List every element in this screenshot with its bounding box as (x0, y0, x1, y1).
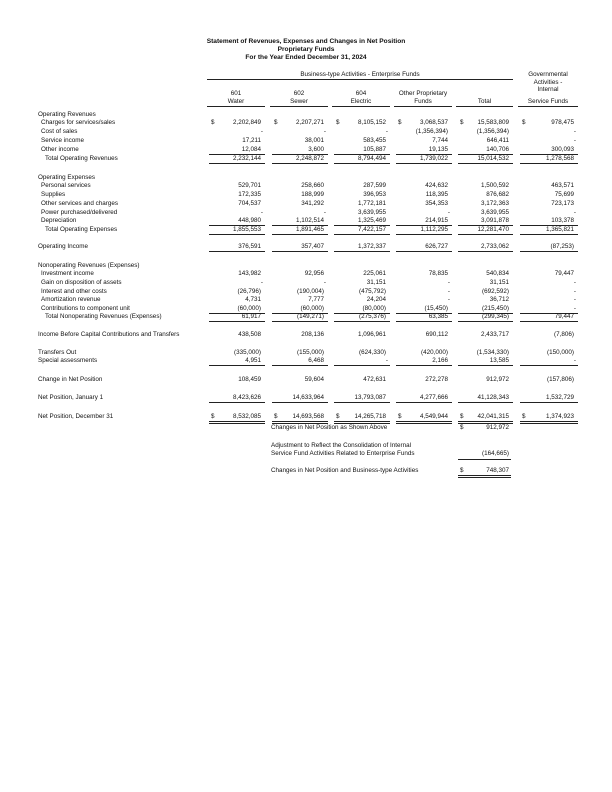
row-value: 354,353 (425, 200, 448, 207)
row-value: (1,356,394) (415, 128, 448, 135)
underline (396, 321, 452, 322)
row-value: 118,395 (425, 191, 448, 198)
dollar-sign: $ (522, 413, 526, 420)
row-label: Supplies (41, 191, 66, 198)
row-value: 463,571 (551, 182, 574, 189)
row-value: 3,600 (308, 146, 324, 153)
row-value: 272,278 (425, 376, 448, 383)
row-value: 14,693,568 (292, 413, 324, 420)
col-other-proprietary-line1: Other Proprietary (398, 90, 448, 97)
col-sewer-name: Sewer (270, 98, 328, 107)
recon-adjustment-value: (164,665) (482, 450, 509, 457)
row-value: (475,792) (359, 288, 386, 295)
row-value: (335,000) (234, 349, 261, 356)
row-value: 1,855,553 (232, 226, 261, 233)
row-label: Operating Expenses (38, 174, 96, 181)
underline (209, 163, 265, 164)
dollar-sign: $ (460, 413, 464, 420)
row-value: 75,699 (554, 191, 574, 198)
row-value: (1,356,394) (476, 128, 509, 135)
row-value: - (573, 209, 576, 216)
row-value: 2,207,271 (295, 119, 324, 126)
dollar-sign: $ (398, 119, 402, 126)
row-label: Change in Net Position (38, 376, 103, 383)
row-value: 8,532,085 (232, 413, 261, 420)
double-underline (520, 421, 578, 424)
double-underline (209, 421, 265, 424)
row-value: 7,422,157 (357, 226, 386, 233)
row-value: 12,281,470 (477, 226, 509, 233)
row-value: (149,271) (297, 313, 324, 320)
underline (458, 365, 513, 366)
row-value: 876,682 (486, 191, 509, 198)
row-value: 3,639,955 (357, 209, 386, 216)
row-value: - (447, 279, 450, 286)
row-value: 31,151 (489, 279, 509, 286)
underline (334, 234, 390, 235)
dollar-sign: $ (211, 413, 215, 420)
row-value: 2,248,872 (295, 155, 324, 162)
underline (209, 251, 265, 252)
row-value: 42,041,315 (477, 413, 509, 420)
underline (458, 402, 513, 403)
row-value: 7,744 (432, 137, 448, 144)
row-value: 1,891,465 (295, 226, 324, 233)
row-value: 59,604 (304, 376, 324, 383)
row-value: 2,733,062 (480, 243, 509, 250)
dollar-sign: $ (398, 413, 402, 420)
row-label: Other income (41, 146, 79, 153)
row-value: - (573, 128, 576, 135)
row-value: 8,794,494 (357, 155, 386, 162)
statement-period: For the Year Ended December 31, 2024 (245, 54, 367, 61)
underline (458, 251, 513, 252)
recon-total-label: Changes in Net Position and Business-type Activities (271, 467, 419, 474)
row-value: (692,592) (482, 288, 509, 295)
row-value: 376,591 (238, 243, 261, 250)
row-value: (87,253) (550, 243, 574, 250)
row-value: (215,450) (482, 305, 509, 312)
row-label: Nonoperating Revenues (Expenses) (38, 262, 140, 269)
row-value: - (323, 128, 326, 135)
row-value: 1,278,568 (545, 155, 574, 162)
row-value: 92,956 (304, 270, 324, 277)
row-value: - (447, 209, 450, 216)
row-value: 31,151 (366, 279, 386, 286)
recon-change-label: Changes in Net Position as Shown Above (271, 424, 388, 431)
row-value: 4,731 (245, 296, 261, 303)
row-value: 172,335 (238, 191, 261, 198)
row-label: Charges for services/sales (41, 119, 116, 126)
recon-dollar-1: $ (460, 424, 464, 431)
row-value: - (573, 357, 576, 364)
row-value: 1,102,514 (295, 217, 324, 224)
row-value: 7,777 (308, 296, 324, 303)
row-label: Total Nonoperating Revenues (Expenses) (45, 313, 162, 320)
row-value: 2,232,144 (232, 155, 261, 162)
dollar-sign: $ (336, 413, 340, 420)
row-value: 723,173 (551, 200, 574, 207)
row-value: (150,000) (547, 349, 574, 356)
row-value: 1,372,337 (357, 243, 386, 250)
row-label: Service income (41, 137, 85, 144)
row-label: Gain on disposition of assets (41, 279, 122, 286)
row-label: Personal services (41, 182, 91, 189)
row-value: 1,532,729 (545, 394, 574, 401)
row-value: (15,450) (424, 305, 448, 312)
statement-subtitle: Proprietary Funds (277, 46, 335, 53)
underline (396, 365, 452, 366)
row-value: (420,000) (421, 349, 448, 356)
row-value: - (573, 288, 576, 295)
row-value: 690,112 (425, 331, 448, 338)
underline (520, 365, 578, 366)
recon-adjustment-underline (458, 459, 511, 460)
underline (520, 234, 578, 235)
recon-dollar-3: $ (460, 467, 464, 474)
underline (520, 321, 578, 322)
statement-title: Statement of Revenues, Expenses and Changes in Net Position (206, 38, 406, 45)
row-value: 1,365,821 (545, 226, 574, 233)
col-internal-service-line1: Governmental Activities - Internal (528, 71, 568, 94)
row-value: - (447, 288, 450, 295)
row-value: (157,806) (547, 376, 574, 383)
row-value: 2,202,849 (232, 119, 261, 126)
row-value: 978,475 (551, 119, 574, 126)
row-value: (60,000) (237, 305, 261, 312)
dollar-sign: $ (211, 119, 215, 126)
underline (209, 234, 265, 235)
underline (209, 365, 265, 366)
col-electric-name: Electric (332, 98, 390, 107)
row-value: 300,093 (551, 146, 574, 153)
row-value: 1,096,961 (357, 331, 386, 338)
dollar-sign: $ (522, 119, 526, 126)
row-value: (26,796) (237, 288, 261, 295)
row-value: 41,128,343 (477, 394, 509, 401)
row-value: 225,061 (363, 270, 386, 277)
underline (272, 321, 328, 322)
col-internal-service-line2: Service Funds (518, 98, 578, 107)
row-value: 4,549,944 (419, 413, 448, 420)
row-value: 79,447 (554, 313, 574, 320)
underline (209, 321, 265, 322)
underline (458, 234, 513, 235)
row-value: 61,917 (241, 313, 261, 320)
dollar-sign: $ (460, 119, 464, 126)
row-value: 19,135 (428, 146, 448, 153)
row-value: (80,000) (362, 305, 386, 312)
row-value: 646,411 (486, 137, 509, 144)
row-value: - (573, 305, 576, 312)
row-label: Investment income (41, 270, 94, 277)
row-value: 3,091,878 (480, 217, 509, 224)
underline (396, 163, 452, 164)
row-value: 1,112,295 (420, 226, 448, 233)
row-value: 8,105,152 (357, 119, 386, 126)
row-value: - (573, 137, 576, 144)
underline (209, 402, 265, 403)
row-value: 140,706 (486, 146, 509, 153)
row-value: 13,793,087 (354, 394, 386, 401)
underline (272, 234, 328, 235)
row-value: 540,834 (486, 270, 509, 277)
row-label: Operating Revenues (38, 111, 96, 118)
row-value: 529,701 (238, 182, 261, 189)
row-value: (275,376) (359, 313, 386, 320)
row-value: 438,508 (238, 331, 261, 338)
recon-change-value: 912,972 (486, 424, 509, 431)
row-value: - (260, 128, 263, 135)
row-value: 1,325,469 (357, 217, 386, 224)
row-value: 17,211 (242, 137, 261, 144)
row-value: 79,447 (554, 270, 574, 277)
row-value: 14,265,718 (354, 413, 386, 420)
row-value: 626,727 (425, 243, 448, 250)
row-value: (155,000) (297, 349, 324, 356)
row-value: 583,455 (363, 137, 386, 144)
row-value: - (447, 296, 450, 303)
row-value: 78,835 (428, 270, 448, 277)
row-value: 2,433,717 (480, 331, 509, 338)
underline (334, 321, 390, 322)
row-value: (190,004) (297, 288, 324, 295)
row-value: - (385, 357, 388, 364)
underline (520, 163, 578, 164)
row-label: Cost of sales (41, 128, 78, 135)
underline (396, 234, 452, 235)
row-value: 1,374,923 (545, 413, 574, 420)
underline (396, 251, 452, 252)
row-value: 15,014,532 (477, 155, 509, 162)
row-value: 63,385 (428, 313, 448, 320)
double-underline (396, 421, 452, 424)
row-label: Total Operating Expenses (45, 226, 118, 233)
row-value: 258,660 (301, 182, 324, 189)
row-value: 188,999 (301, 191, 324, 198)
underline (334, 163, 390, 164)
row-value: (60,000) (300, 305, 324, 312)
row-value: 912,972 (486, 376, 509, 383)
underline (334, 365, 390, 366)
row-value: 448,980 (238, 217, 261, 224)
row-label: Contributions to component unit (41, 305, 130, 312)
row-value: - (260, 209, 263, 216)
row-value: 2,166 (432, 357, 448, 364)
row-label: Net Position, December 31 (38, 413, 114, 420)
row-label: Amortization revenue (41, 296, 101, 303)
dollar-sign: $ (274, 119, 278, 126)
row-value: 287,599 (363, 182, 386, 189)
row-value: - (385, 128, 388, 135)
row-value: 108,459 (238, 376, 261, 383)
row-value: 1,500,592 (480, 182, 509, 189)
recon-total-value: 748,307 (486, 467, 509, 474)
underline (272, 365, 328, 366)
row-value: 36,712 (489, 296, 509, 303)
row-value: - (323, 209, 326, 216)
row-value: 15,583,809 (477, 119, 509, 126)
recon-adjustment-label-a: Adjustment to Reflect the Consolidation of Internal (271, 442, 412, 449)
row-value: 13,585 (489, 357, 509, 364)
col-water-name: Water (207, 98, 265, 107)
row-value: 3,068,537 (419, 119, 448, 126)
row-value: - (573, 296, 576, 303)
row-label: Net Position, January 1 (38, 394, 104, 401)
underline (272, 251, 328, 252)
row-value: 214,915 (425, 217, 448, 224)
row-value: (1,534,330) (476, 349, 509, 356)
row-value: 24,204 (366, 296, 386, 303)
underline (272, 163, 328, 164)
row-value: 208,136 (301, 331, 324, 338)
row-value: 14,633,964 (292, 394, 324, 401)
dollar-sign: $ (336, 119, 340, 126)
row-label: Income Before Capital Contributions and Transfers (38, 331, 180, 338)
recon-total-double-underline (458, 475, 511, 478)
row-value: (299,345) (482, 313, 509, 320)
col-sewer-number: 602 (293, 90, 305, 97)
row-value: 38,001 (304, 137, 324, 144)
row-value: 3,639,955 (480, 209, 509, 216)
row-value: 105,887 (363, 146, 386, 153)
underline (458, 321, 513, 322)
row-value: 4,951 (245, 357, 261, 364)
underline (334, 251, 390, 252)
underline (272, 402, 328, 403)
row-value: 3,172,363 (480, 200, 509, 207)
col-water-number: 601 (230, 90, 242, 97)
recon-adjustment-label-b: Service Fund Activities Related to Enterprise Funds (271, 450, 415, 457)
row-value: 472,631 (363, 376, 386, 383)
row-value: 103,378 (551, 217, 574, 224)
row-value: 424,632 (425, 182, 448, 189)
col-total-name: Total (456, 98, 513, 107)
row-value: 4,277,666 (419, 394, 448, 401)
row-label: Other services and charges (41, 200, 118, 207)
row-label: Interest and other costs (41, 288, 107, 295)
row-label: Special assessments (38, 357, 98, 364)
row-value: - (323, 279, 326, 286)
row-value: - (260, 279, 263, 286)
row-value: 1,739,022 (419, 155, 448, 162)
underline (396, 402, 452, 403)
col-other-proprietary-line2: Funds (394, 98, 452, 107)
row-value: 1,772,181 (357, 200, 386, 207)
col-electric-number: 604 (355, 90, 367, 97)
dollar-sign: $ (274, 413, 278, 420)
row-label: Total Operating Revenues (45, 155, 118, 162)
row-value: 357,407 (301, 243, 324, 250)
row-value: 143,982 (238, 270, 261, 277)
row-value: (7,806) (554, 331, 574, 338)
row-value: 12,084 (241, 146, 261, 153)
business-type-activities-header: Business-type Activities - Enterprise Funds (207, 71, 513, 80)
row-value: 396,953 (363, 191, 386, 198)
underline (334, 402, 390, 403)
row-value: 341,292 (301, 200, 324, 207)
underline (458, 163, 513, 164)
row-label: Transfers Out (38, 349, 77, 356)
row-value: - (573, 279, 576, 286)
row-label: Depreciation (41, 217, 77, 224)
row-value: 8,423,626 (232, 394, 261, 401)
row-value: (624,330) (359, 349, 386, 356)
underline (520, 402, 578, 403)
row-value: 704,537 (238, 200, 261, 207)
row-label: Power purchased/delivered (41, 209, 118, 216)
underline (520, 251, 578, 252)
row-value: 6,468 (308, 357, 324, 364)
row-label: Operating Income (38, 243, 89, 250)
